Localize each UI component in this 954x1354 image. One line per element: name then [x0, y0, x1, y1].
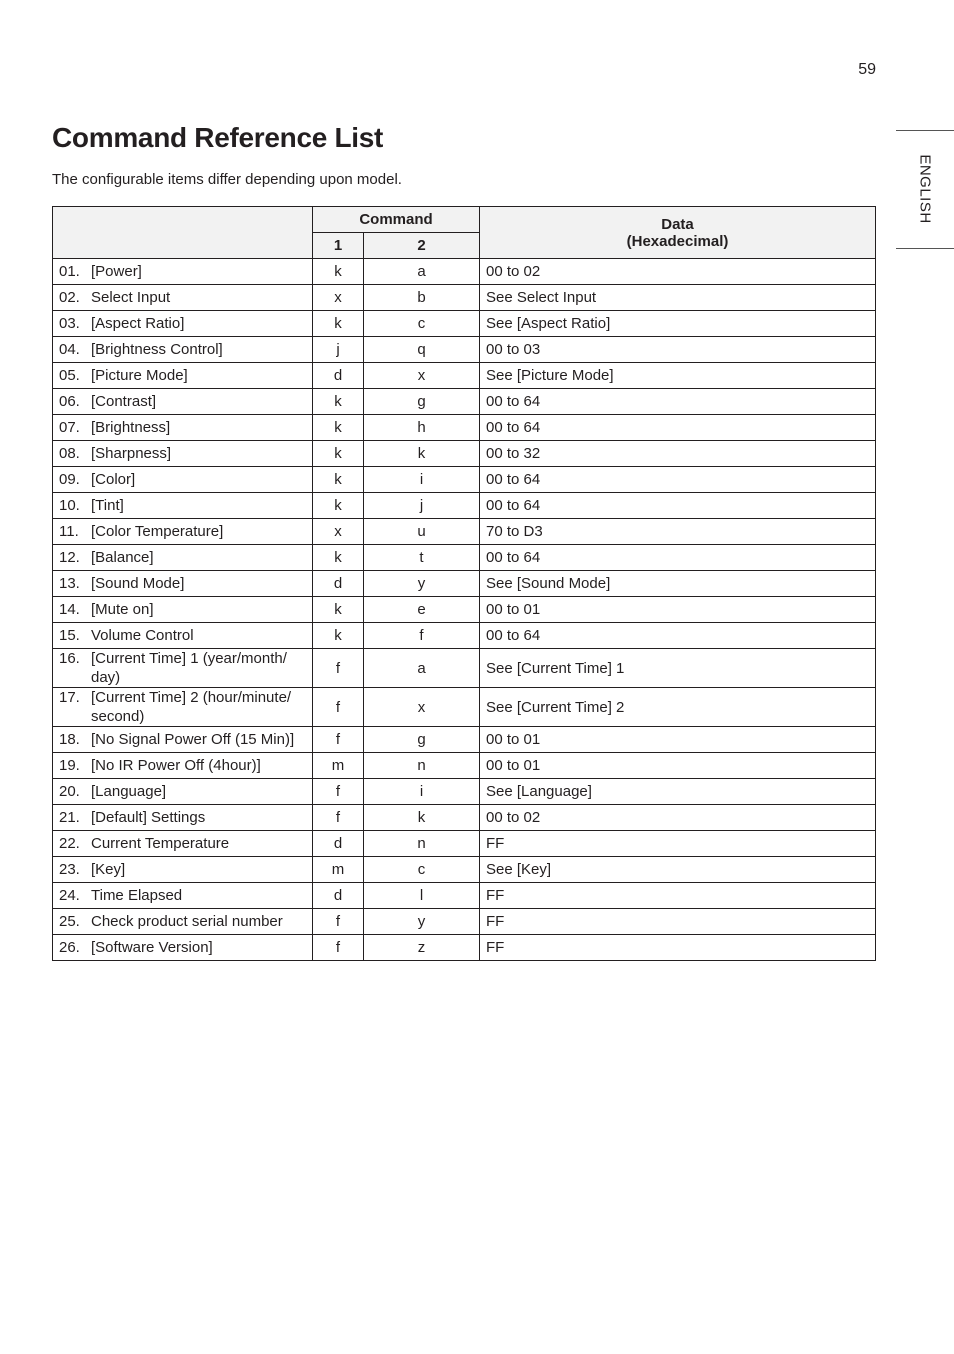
cell-command-1: f — [313, 935, 364, 961]
cell-item — [53, 311, 313, 337]
item-label: Check product serial number — [91, 913, 283, 930]
item-label: [Balance] — [91, 549, 154, 566]
item-label: Select Input — [91, 289, 171, 306]
table-row — [53, 649, 876, 688]
cell-data: 00 to 64 — [480, 467, 876, 493]
header-data-line2: (Hexadecimal) — [626, 232, 729, 250]
cell-command-1: k — [313, 493, 364, 519]
table-row — [53, 909, 876, 935]
cell-item — [53, 779, 313, 805]
item-number: 15. — [59, 627, 80, 644]
cell-data: FF — [480, 909, 876, 935]
item-number: 07. — [59, 419, 80, 436]
cell-item — [53, 545, 313, 571]
cell-command-1: x — [313, 285, 364, 311]
item-number: 16. — [59, 650, 80, 667]
page-subtitle: The configurable items differ depending upon model. — [52, 171, 402, 188]
table-row — [53, 363, 876, 389]
item-number: 03. — [59, 315, 80, 332]
cell-data: 00 to 01 — [480, 597, 876, 623]
cell-item — [53, 597, 313, 623]
header-data-line1: Data — [661, 215, 694, 233]
cell-command-1: d — [313, 831, 364, 857]
item-number: 14. — [59, 601, 80, 618]
cell-command-1: d — [313, 883, 364, 909]
cell-data: 00 to 32 — [480, 441, 876, 467]
cell-data: See [Key] — [480, 857, 876, 883]
table-row — [53, 753, 876, 779]
item-label: [Brightness Control] — [91, 341, 223, 358]
item-label: [Mute on] — [91, 601, 154, 618]
cell-command-1: k — [313, 259, 364, 285]
cell-item — [53, 363, 313, 389]
table-row — [53, 857, 876, 883]
cell-data: 00 to 64 — [480, 415, 876, 441]
cell-command-1: m — [313, 857, 364, 883]
table-row — [53, 688, 876, 727]
item-label: [Key] — [91, 861, 126, 878]
cell-item — [53, 935, 313, 961]
cell-command-2: f — [364, 623, 480, 649]
table-row — [53, 259, 876, 285]
cell-item — [53, 831, 313, 857]
item-number: 13. — [59, 575, 80, 592]
cell-command-1: k — [313, 545, 364, 571]
cell-command-2: a — [364, 649, 480, 688]
cell-item — [53, 389, 313, 415]
item-number: 21. — [59, 809, 80, 826]
table-row — [53, 415, 876, 441]
cell-data: FF — [480, 883, 876, 909]
table-row — [53, 779, 876, 805]
cell-command-2: q — [364, 337, 480, 363]
cell-data: 00 to 64 — [480, 493, 876, 519]
page-title: Command Reference List — [52, 122, 384, 153]
cell-data: 00 to 01 — [480, 753, 876, 779]
cell-command-2: h — [364, 415, 480, 441]
cell-data: See [Aspect Ratio] — [480, 311, 876, 337]
cell-item — [53, 909, 313, 935]
cell-command-1: k — [313, 311, 364, 337]
cell-item — [53, 571, 313, 597]
item-number: 08. — [59, 445, 80, 462]
table-row — [53, 935, 876, 961]
cell-command-2: k — [364, 805, 480, 831]
header-command-col2: 2 — [364, 233, 480, 259]
cell-item — [53, 623, 313, 649]
cell-command-1: k — [313, 623, 364, 649]
cell-command-1: f — [313, 779, 364, 805]
item-number: 10. — [59, 497, 80, 514]
item-number: 25. — [59, 913, 80, 930]
item-number: 23. — [59, 861, 80, 878]
cell-item — [53, 441, 313, 467]
item-label: [Software Version] — [91, 939, 213, 956]
cell-command-1: k — [313, 597, 364, 623]
cell-data: See [Current Time] 2 — [480, 688, 876, 727]
item-number: 17. — [59, 689, 80, 706]
item-label: [Color] — [91, 471, 136, 488]
cell-data: See [Sound Mode] — [480, 571, 876, 597]
cell-item — [53, 883, 313, 909]
table-row — [53, 597, 876, 623]
cell-command-1: d — [313, 571, 364, 597]
cell-data: See [Current Time] 1 — [480, 649, 876, 688]
item-label: [No IR Power Off (4hour)] — [91, 757, 261, 774]
item-number: 01. — [59, 263, 80, 280]
table-header — [53, 207, 876, 259]
cell-command-1: x — [313, 519, 364, 545]
table-row — [53, 311, 876, 337]
item-number: 05. — [59, 367, 80, 384]
cell-command-1: k — [313, 389, 364, 415]
item-label: [No Signal Power Off (15 Min)] — [91, 731, 295, 748]
cell-command-2: y — [364, 571, 480, 597]
cell-command-2: e — [364, 597, 480, 623]
page-number: 59 — [858, 61, 876, 78]
cell-command-1: k — [313, 441, 364, 467]
item-number: 02. — [59, 289, 80, 306]
table-row — [53, 519, 876, 545]
cell-item — [53, 493, 313, 519]
side-tab-label: ENGLISH — [916, 154, 934, 224]
cell-command-2: c — [364, 311, 480, 337]
item-label: [Brightness] — [91, 419, 171, 436]
cell-command-2: l — [364, 883, 480, 909]
cell-item — [53, 649, 313, 688]
cell-data: 00 to 64 — [480, 623, 876, 649]
cell-command-2: x — [364, 363, 480, 389]
cell-item — [53, 467, 313, 493]
cell-command-2: x — [364, 688, 480, 727]
cell-command-2: k — [364, 441, 480, 467]
cell-data: 00 to 02 — [480, 805, 876, 831]
cell-data: 00 to 64 — [480, 545, 876, 571]
cell-command-2: t — [364, 545, 480, 571]
cell-command-2: n — [364, 831, 480, 857]
cell-item — [53, 337, 313, 363]
cell-command-2: g — [364, 389, 480, 415]
table-row — [53, 441, 876, 467]
cell-command-1: k — [313, 415, 364, 441]
table-row — [53, 285, 876, 311]
cell-command-1: f — [313, 805, 364, 831]
command-table — [52, 206, 876, 961]
item-number: 12. — [59, 549, 80, 566]
cell-data: 00 to 02 — [480, 259, 876, 285]
cell-item — [53, 285, 313, 311]
cell-data: FF — [480, 831, 876, 857]
item-label: [Picture Mode] — [91, 367, 188, 384]
cell-item — [53, 805, 313, 831]
table-row — [53, 571, 876, 597]
cell-data: 00 to 64 — [480, 389, 876, 415]
header-item-blank — [53, 207, 313, 259]
item-label: [Power] — [91, 263, 142, 280]
table-row — [53, 545, 876, 571]
item-label: [Aspect Ratio] — [91, 315, 185, 332]
cell-command-1: f — [313, 649, 364, 688]
cell-item — [53, 727, 313, 753]
item-number: 18. — [59, 731, 80, 748]
cell-command-2: a — [364, 259, 480, 285]
cell-command-2: i — [364, 467, 480, 493]
header-data — [480, 207, 876, 259]
header-command-col1: 1 — [313, 233, 364, 259]
table-row — [53, 805, 876, 831]
item-number: 26. — [59, 939, 80, 956]
cell-command-2: z — [364, 935, 480, 961]
cell-command-2: y — [364, 909, 480, 935]
table-row — [53, 337, 876, 363]
cell-command-2: c — [364, 857, 480, 883]
table-row — [53, 389, 876, 415]
cell-data: 00 to 01 — [480, 727, 876, 753]
item-number: 20. — [59, 783, 80, 800]
item-number: 09. — [59, 471, 80, 488]
cell-command-1: f — [313, 688, 364, 727]
item-number: 04. — [59, 341, 80, 358]
item-label: [Tint] — [91, 497, 124, 514]
table-row — [53, 883, 876, 909]
item-label: [Color Temperature] — [91, 523, 224, 540]
cell-command-2: i — [364, 779, 480, 805]
cell-command-2: g — [364, 727, 480, 753]
cell-command-1: m — [313, 753, 364, 779]
cell-item — [53, 415, 313, 441]
header-command: Command — [313, 207, 480, 233]
item-label: Time Elapsed — [91, 887, 183, 904]
cell-command-1: f — [313, 909, 364, 935]
table-row — [53, 831, 876, 857]
cell-data: See [Language] — [480, 779, 876, 805]
item-label: [Language] — [91, 783, 167, 800]
item-number: 24. — [59, 887, 80, 904]
table-row — [53, 727, 876, 753]
side-tab — [896, 130, 954, 249]
item-number: 22. — [59, 835, 80, 852]
cell-command-2: b — [364, 285, 480, 311]
cell-data: 00 to 03 — [480, 337, 876, 363]
table-body — [53, 259, 876, 961]
cell-command-1: k — [313, 467, 364, 493]
item-label: Current Temperature — [91, 835, 230, 852]
cell-item — [53, 519, 313, 545]
item-label: [Sound Mode] — [91, 575, 185, 592]
item-label: [Sharpness] — [91, 445, 172, 462]
cell-data: 70 to D3 — [480, 519, 876, 545]
item-label: [Default] Settings — [91, 809, 206, 826]
cell-data: See Select Input — [480, 285, 876, 311]
cell-item — [53, 259, 313, 285]
cell-command-1: f — [313, 727, 364, 753]
table-row — [53, 623, 876, 649]
cell-data: FF — [480, 935, 876, 961]
cell-data: See [Picture Mode] — [480, 363, 876, 389]
cell-command-2: u — [364, 519, 480, 545]
item-number: 19. — [59, 757, 80, 774]
cell-item — [53, 753, 313, 779]
item-label: [Current Time] 2 (hour/minute/ second) — [91, 689, 292, 725]
item-label: [Contrast] — [91, 393, 157, 410]
item-number: 11. — [59, 523, 79, 540]
table-row — [53, 493, 876, 519]
cell-command-2: j — [364, 493, 480, 519]
table-row — [53, 467, 876, 493]
item-label: Volume Control — [91, 627, 194, 644]
cell-item — [53, 688, 313, 727]
cell-command-2: n — [364, 753, 480, 779]
item-number: 06. — [59, 393, 80, 410]
item-label: [Current Time] 1 (year/month/ day) — [91, 650, 287, 686]
cell-item — [53, 857, 313, 883]
cell-command-1: j — [313, 337, 364, 363]
cell-command-1: d — [313, 363, 364, 389]
